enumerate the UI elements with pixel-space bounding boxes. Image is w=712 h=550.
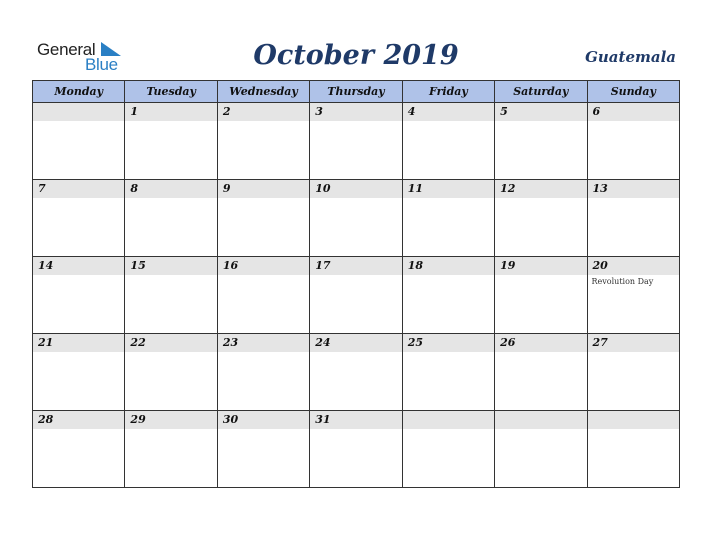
day-number: 1: [125, 103, 216, 121]
calendar-day-cell[interactable]: [310, 334, 402, 411]
day-number: 18: [403, 257, 494, 275]
calendar-day-cell[interactable]: [125, 411, 217, 488]
logo-blue-text: Blue: [85, 55, 118, 74]
weekday-header: Wednesday: [217, 81, 309, 103]
calendar-day-cell[interactable]: [587, 180, 679, 257]
day-number: 7: [33, 180, 124, 198]
logo-general-text: General: [37, 40, 96, 59]
calendar-day-cell[interactable]: [495, 334, 587, 411]
calendar-day-cell[interactable]: [125, 103, 217, 180]
calendar-week-row: [33, 334, 680, 411]
calendar-day-cell[interactable]: [217, 257, 309, 334]
weekday-header: Sunday: [587, 81, 679, 103]
day-number: 19: [495, 257, 586, 275]
day-number: 5: [495, 103, 586, 121]
day-number: 6: [588, 103, 679, 121]
weekday-header: Tuesday: [125, 81, 217, 103]
calendar-day-cell[interactable]: [310, 180, 402, 257]
day-number: 2: [218, 103, 309, 121]
day-number: 20: [588, 257, 679, 275]
weekday-header: Friday: [402, 81, 494, 103]
day-number: [33, 103, 124, 121]
calendar-day-cell[interactable]: [495, 180, 587, 257]
day-number: 15: [125, 257, 216, 275]
weekday-header-row: [33, 81, 680, 103]
day-number: 17: [310, 257, 401, 275]
calendar-day-cell[interactable]: [402, 103, 494, 180]
calendar-day-cell[interactable]: [33, 411, 125, 488]
day-number: 10: [310, 180, 401, 198]
day-number: [588, 411, 679, 429]
day-number: 9: [218, 180, 309, 198]
general-blue-logo: [37, 40, 137, 74]
day-number: 30: [218, 411, 309, 429]
calendar-day-cell[interactable]: [217, 334, 309, 411]
calendar-day-cell[interactable]: [587, 257, 679, 334]
country-name: Guatemala: [585, 48, 676, 66]
day-number: 21: [33, 334, 124, 352]
calendar-week-row: [33, 103, 680, 180]
day-number: 13: [588, 180, 679, 198]
weekday-header: Monday: [33, 81, 125, 103]
day-number: 12: [495, 180, 586, 198]
day-number: 29: [125, 411, 216, 429]
calendar-title: October 2019: [253, 40, 459, 71]
calendar-day-cell[interactable]: [310, 411, 402, 488]
calendar-day-cell[interactable]: [402, 257, 494, 334]
calendar-day-cell[interactable]: [125, 334, 217, 411]
calendar-day-cell[interactable]: [33, 334, 125, 411]
day-number: 11: [403, 180, 494, 198]
calendar-day-cell[interactable]: [495, 103, 587, 180]
calendar-day-cell[interactable]: [495, 257, 587, 334]
calendar-day-cell[interactable]: [33, 103, 125, 180]
calendar-day-cell[interactable]: [217, 103, 309, 180]
day-number: 22: [125, 334, 216, 352]
calendar-week-row: [33, 257, 680, 334]
day-number: 8: [125, 180, 216, 198]
calendar-day-cell[interactable]: [33, 180, 125, 257]
calendar-day-cell[interactable]: [125, 180, 217, 257]
calendar-day-cell[interactable]: [587, 411, 679, 488]
calendar-week-row: [33, 411, 680, 488]
day-number: 25: [403, 334, 494, 352]
calendar-day-cell[interactable]: [125, 257, 217, 334]
day-number: 14: [33, 257, 124, 275]
day-number: 3: [310, 103, 401, 121]
day-number: 24: [310, 334, 401, 352]
calendar-day-cell[interactable]: [310, 103, 402, 180]
day-number: 4: [403, 103, 494, 121]
day-number: 28: [33, 411, 124, 429]
day-number: [495, 411, 586, 429]
calendar-week-row: [33, 180, 680, 257]
calendar-grid: [32, 80, 680, 488]
calendar-day-cell[interactable]: [217, 180, 309, 257]
weekday-header: Saturday: [495, 81, 587, 103]
calendar-day-cell[interactable]: [310, 257, 402, 334]
calendar-day-cell[interactable]: [495, 411, 587, 488]
day-number: 26: [495, 334, 586, 352]
day-number: 27: [588, 334, 679, 352]
calendar-day-cell[interactable]: [402, 334, 494, 411]
calendar-day-cell[interactable]: [587, 334, 679, 411]
holiday-label: Revolution Day: [591, 277, 654, 286]
calendar-day-cell[interactable]: [217, 411, 309, 488]
day-number: 16: [218, 257, 309, 275]
calendar-day-cell[interactable]: [402, 411, 494, 488]
day-number: 23: [218, 334, 309, 352]
calendar-day-cell[interactable]: [402, 180, 494, 257]
calendar-day-cell[interactable]: [33, 257, 125, 334]
day-number: 31: [310, 411, 401, 429]
weekday-header: Thursday: [310, 81, 402, 103]
day-number: [403, 411, 494, 429]
calendar-day-cell[interactable]: [587, 103, 679, 180]
